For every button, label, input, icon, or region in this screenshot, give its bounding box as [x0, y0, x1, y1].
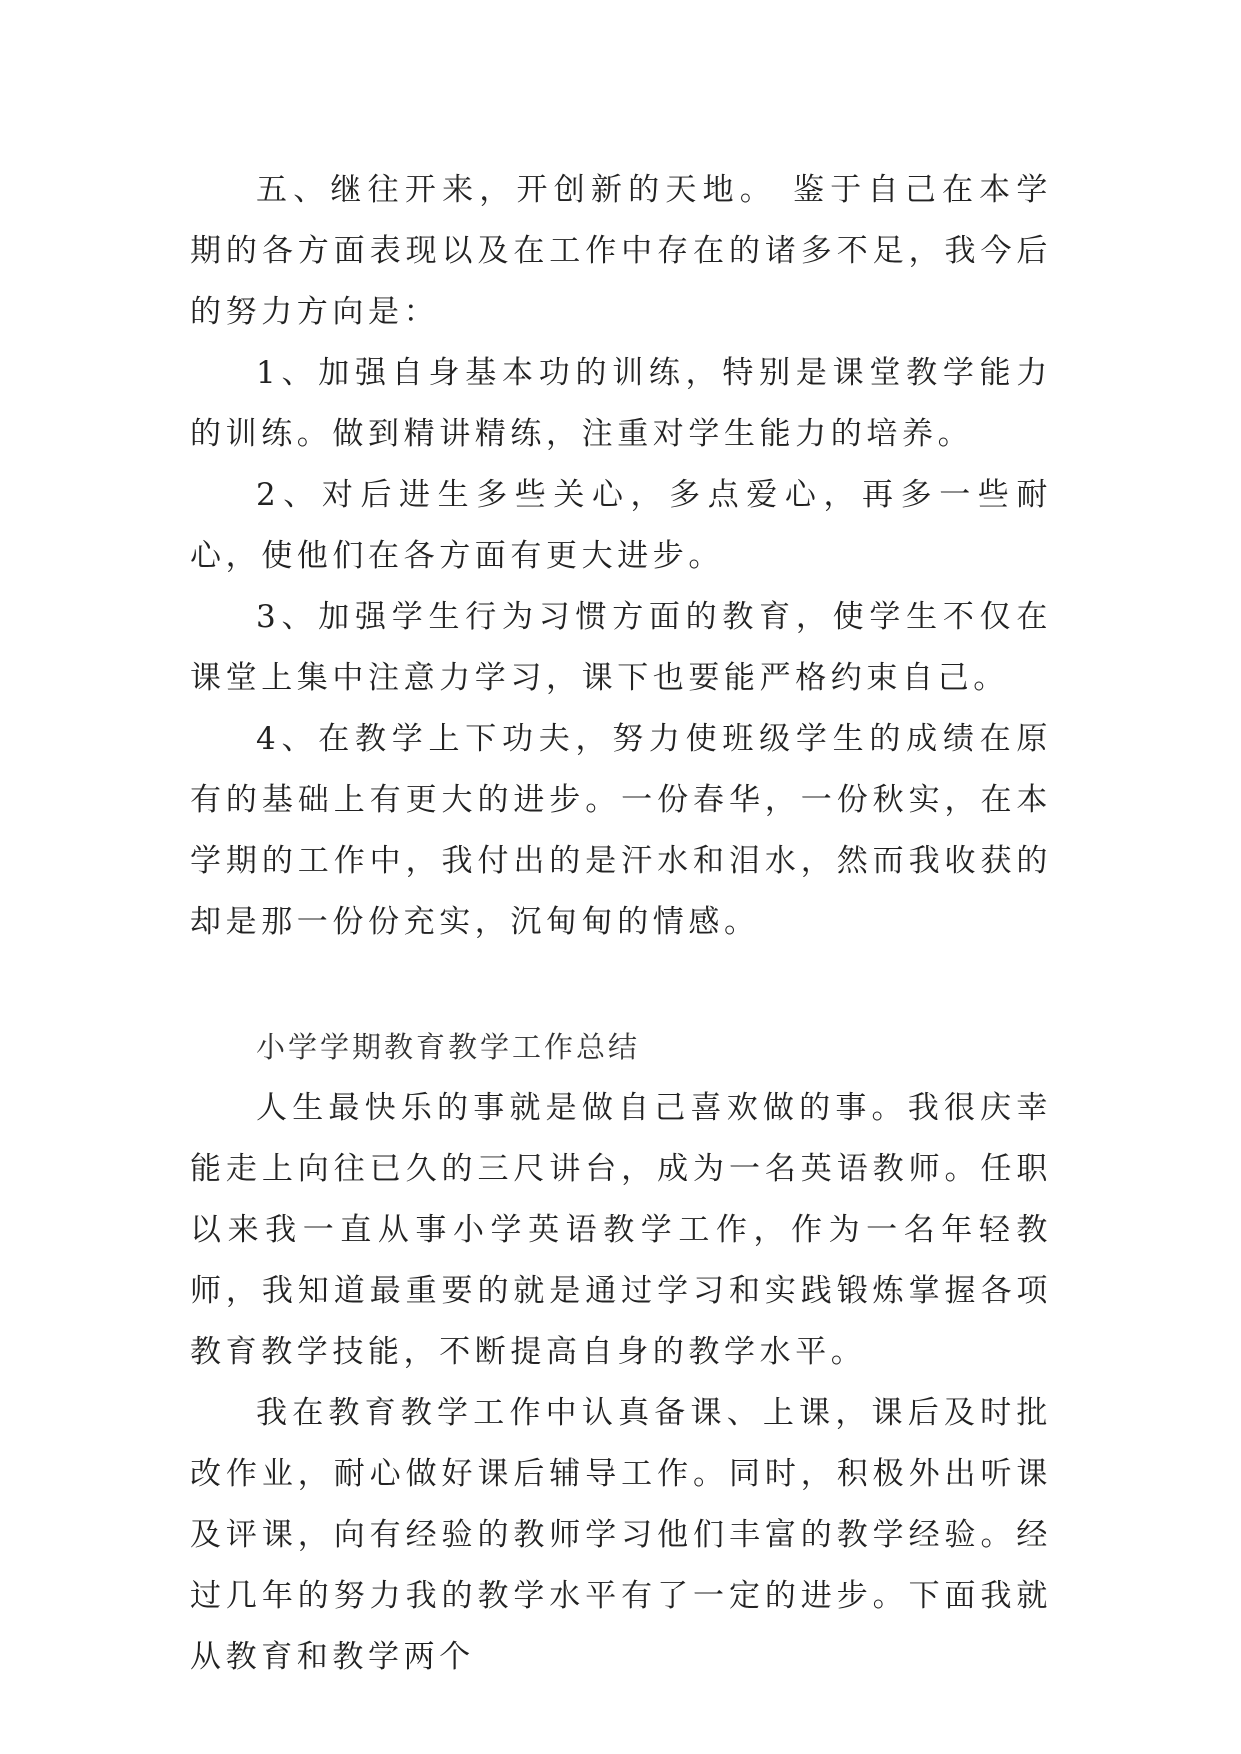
- list-item-behavior-habits: 3、加强学生行为习惯方面的教育，使学生不仅在课堂上集中注意力学习，课下也要能严格约束自己。: [190, 599, 1052, 696]
- paragraph-intro: 人生最快乐的事就是做自己喜欢做的事。我很庆幸能走上向往已久的三尺讲台，成为一名英语教师。任职以来我一直从事小学英语教学工作，作为一名年轻教师，我知道最重要的就是通过学习和实践锻炼掌握各项教育教学技能，不断提高自身的教学水平。: [190, 1090, 1052, 1370]
- paragraph-teaching-work: 我在教育教学工作中认真备课、上课，课后及时批改作业，耐心做好课后辅导工作。同时，积极外出听课及评课，向有经验的教师学习他们丰富的教学经验。经过几年的努力我的教学水平有了一定的进步。下面我就从教育和教学两个: [190, 1395, 1052, 1675]
- section-title: 小学学期教育教学工作总结: [256, 1030, 641, 1064]
- paragraph-future-direction: 五、继往开来，开创新的天地。 鉴于自己在本学期的各方面表现以及在工作中存在的诸多不足，我今后的努力方向是：: [190, 172, 1052, 330]
- document-body: [190, 160, 1052, 1688]
- list-item-struggling-students: 2、对后进生多些关心，多点爱心，再多一些耐心，使他们在各方面有更大进步。: [190, 477, 1052, 574]
- list-item-basic-skills: 1、加强自身基本功的训练，特别是课堂教学能力的训练。做到精讲精练，注重对学生能力的培养。: [190, 355, 1052, 452]
- list-item-teaching-effort: 4、在教学上下功夫，努力使班级学生的成绩在原有的基础上有更大的进步。一份春华，一份秋实，在本学期的工作中，我付出的是汗水和泪水，然而我收获的却是那一份份充实，沉甸甸的情感。: [190, 721, 1052, 940]
- section-spacer: [190, 953, 1052, 1017]
